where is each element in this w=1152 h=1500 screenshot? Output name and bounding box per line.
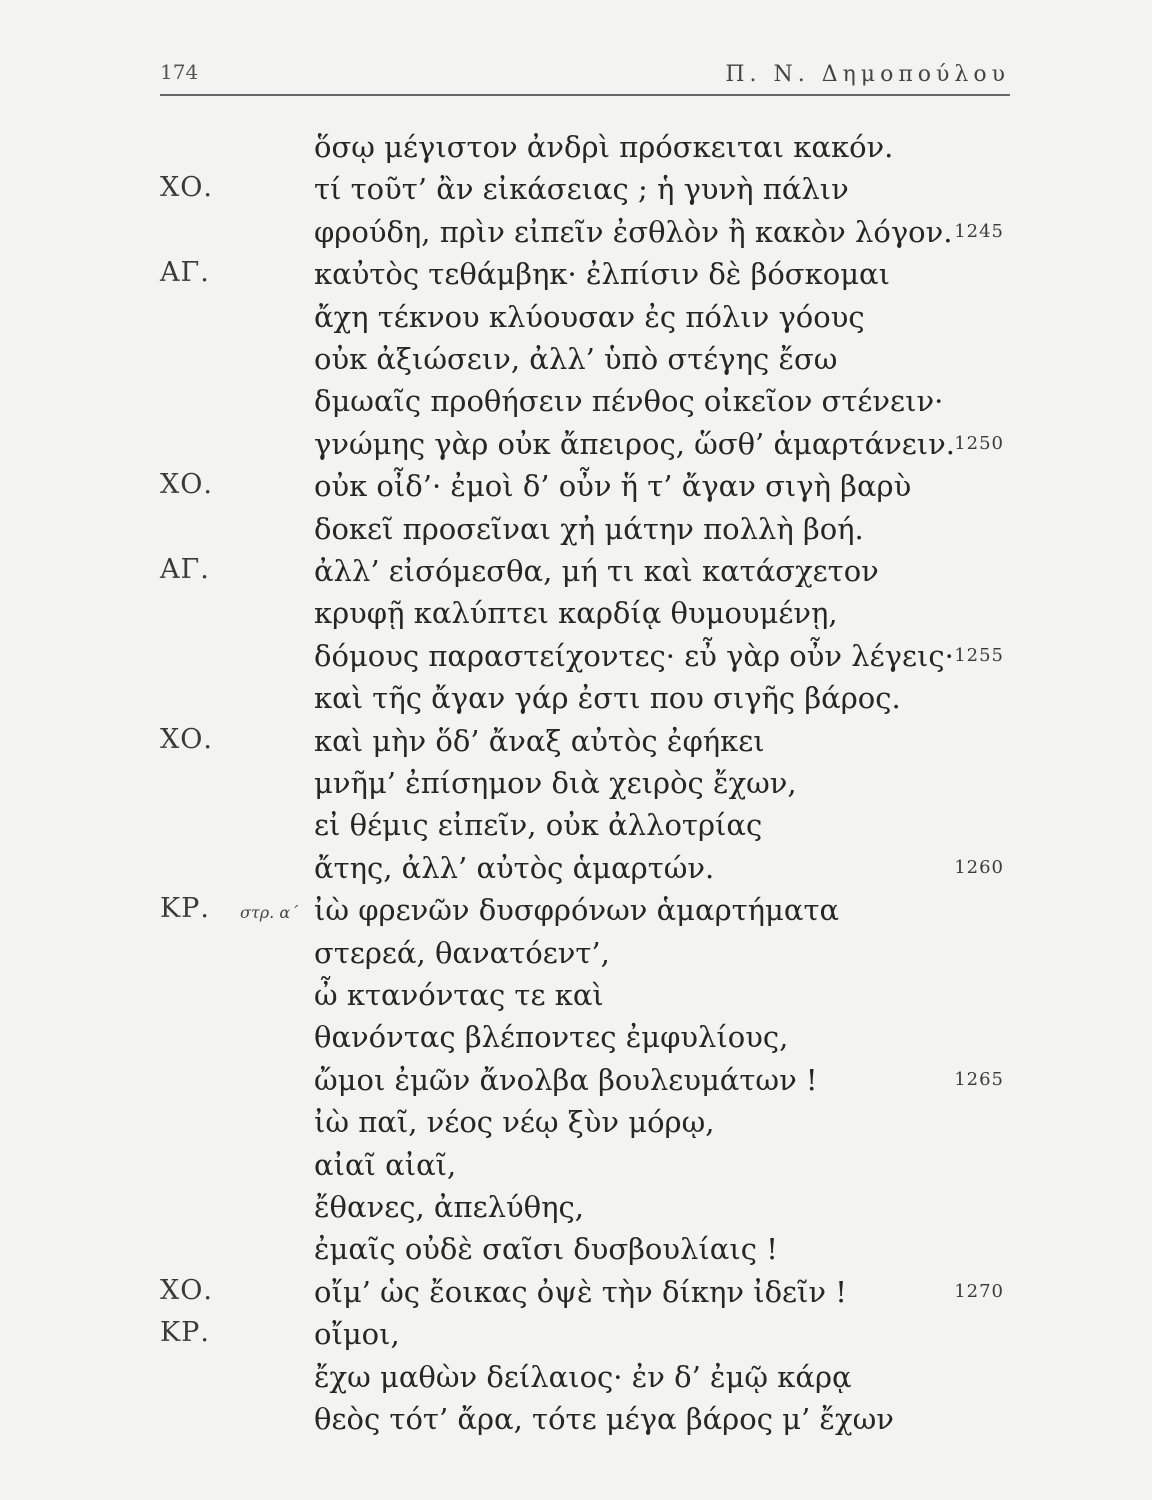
verse-text: ἄχη τέκνου κλύουσαν ἐς πόλιν γόους [314,299,865,334]
verse-line [0,978,1152,1020]
line-number: 1265 [954,1068,1004,1090]
verse-line [0,1317,1152,1359]
verse-line [0,808,1152,850]
verse-line [0,766,1152,808]
verse-line [0,936,1152,978]
verse-text: οὐκ οἶδ’· ἐμοὶ δ’ οὖν ἥ τ’ ἄγαν σιγὴ βαρὺ [314,469,912,504]
verse-text: ἔχω μαθὼν δείλαιος· ἐν δ’ ἐμῷ κάρᾳ [314,1359,852,1394]
speaker-label: ΧΟ. [160,469,213,501]
verse-line [0,681,1152,723]
page-number: 174 [160,60,199,84]
verse-line [0,215,1152,257]
verse-line [0,1402,1152,1444]
verse-text: ἄτης, ἀλλ’ αὐτὸς ἁμαρτών. [314,850,715,885]
verse-text: θεὸς τότ’ ἄρα, τότε μέγα βάρος μ’ ἔχων [314,1402,894,1436]
verse-text: κρυφῇ καλύπτει καρδίᾳ θυμουμένῃ, [314,596,838,631]
verse-text: δόμους παραστείχοντες· εὖ γὰρ οὖν λέγεις· [314,638,954,673]
verse-text: ὤμοι ἐμῶν ἄνολβα βουλευμάτων ! [314,1062,818,1097]
verse-line [0,1232,1152,1274]
line-number: 1245 [954,220,1004,242]
verse-line [0,554,1152,596]
line-number: 1250 [954,432,1004,454]
line-number: 1255 [954,644,1004,666]
verse-line [0,172,1152,214]
verse-line [0,851,1152,893]
verse-line [0,427,1152,469]
verse-text: ὦ κτανόντας τε καὶ [314,978,604,1012]
verse-line [0,384,1152,426]
running-head: Π. Ν. Δημοπούλου [725,62,1010,87]
verse-text: οἴμ’ ὡς ἔοικας ὀψὲ τὴν δίκην ἰδεῖν ! [314,1274,847,1309]
verse-text: τί τοῦτ’ ἂν εἰκάσειας ; ἡ γυνὴ πάλιν [314,172,849,207]
verse-text: γνώμης γὰρ οὐκ ἄπειρος, ὥσθ’ ἁμαρτάνειν. [314,426,956,461]
verse-line [0,1360,1152,1402]
verse-line [0,512,1152,554]
verse-line [0,639,1152,681]
verse-line [0,257,1152,299]
verse-line [0,1190,1152,1232]
verse-line [0,596,1152,638]
speaker-label: ΑΓ. [160,257,210,289]
verse-line [0,893,1152,935]
verse-text: καὐτὸς τεθάμβηκ· ἐλπίσιν δὲ βόσκομαι [314,257,890,292]
verse-text: καὶ μὴν ὅδ’ ἄναξ αὐτὸς ἐφήκει [314,723,765,758]
verse-text: ἔθανες, ἀπελύθης, [314,1190,584,1224]
speaker-label: ΑΓ. [160,554,210,585]
strophe-label: στρ. α΄ [240,903,299,923]
speaker-label: ΧΟ. [160,723,213,755]
verse-text: οὐκ ἀξιώσειν, ἀλλ’ ὑπὸ στέγης ἔσω [314,342,838,376]
speaker-label: ΧΟ. [160,172,213,204]
verse-text: φρούδη, πρὶν εἰπεῖν ἐσθλὸν ἢ κακὸν λόγον. [314,214,953,249]
speaker-label: ΧΟ. [160,1274,213,1306]
verse-line [0,1148,1152,1190]
verse-text: εἰ θέμις εἰπεῖν, οὐκ ἀλλοτρίας [314,808,763,843]
verse-line [0,469,1152,511]
verse-text: ἰὼ φρενῶν δυσφρόνων ἁμαρτήματα [314,893,840,928]
verse-text: ἀλλ’ εἰσόμεσθα, μή τι καὶ κατάσχετον [314,554,879,588]
verse-line [0,342,1152,384]
verse-text: ὅσῳ μέγιστον ἀνδρὶ πρόσκειται κακόν. [314,130,894,164]
speaker-label: ΚΡ. [160,893,210,925]
verse-text: στερεά, θανατόεντ’, [314,935,610,970]
verse-line [0,300,1152,342]
verse-text: μνῆμ’ ἐπίσημον διὰ χειρὸς ἔχων, [314,766,797,800]
verse-text: θανόντας βλέποντες ἐμφυλίους, [314,1020,789,1055]
verse-line [0,130,1152,172]
verse-line [0,724,1152,766]
verse-text: ἰὼ παῖ, νέος νέῳ ξὺν μόρῳ, [314,1105,715,1140]
verse-text: δοκεῖ προσεῖναι χἠ μάτην πολλὴ βοή. [314,511,864,546]
speaker-label: ΚΡ. [160,1317,210,1349]
line-number: 1270 [954,1280,1004,1302]
verse-line [0,1275,1152,1317]
verse-text: αἰαῖ αἰαῖ, [314,1147,457,1182]
verse-text: ἐμαῖς οὐδὲ σαῖσι δυσβουλίαις ! [314,1232,778,1267]
verse-text: καὶ τῆς ἄγαν γάρ ἐστι που σιγῆς βάρος. [314,681,901,716]
verse-line [0,1105,1152,1147]
verse-line [0,1063,1152,1105]
verse-text: οἴμοι, [314,1317,400,1352]
verse-line [0,1020,1152,1062]
verse-text: δμωαῖς προθήσειν πένθος οἰκεῖον στένειν· [314,384,944,419]
line-number: 1260 [954,856,1004,878]
